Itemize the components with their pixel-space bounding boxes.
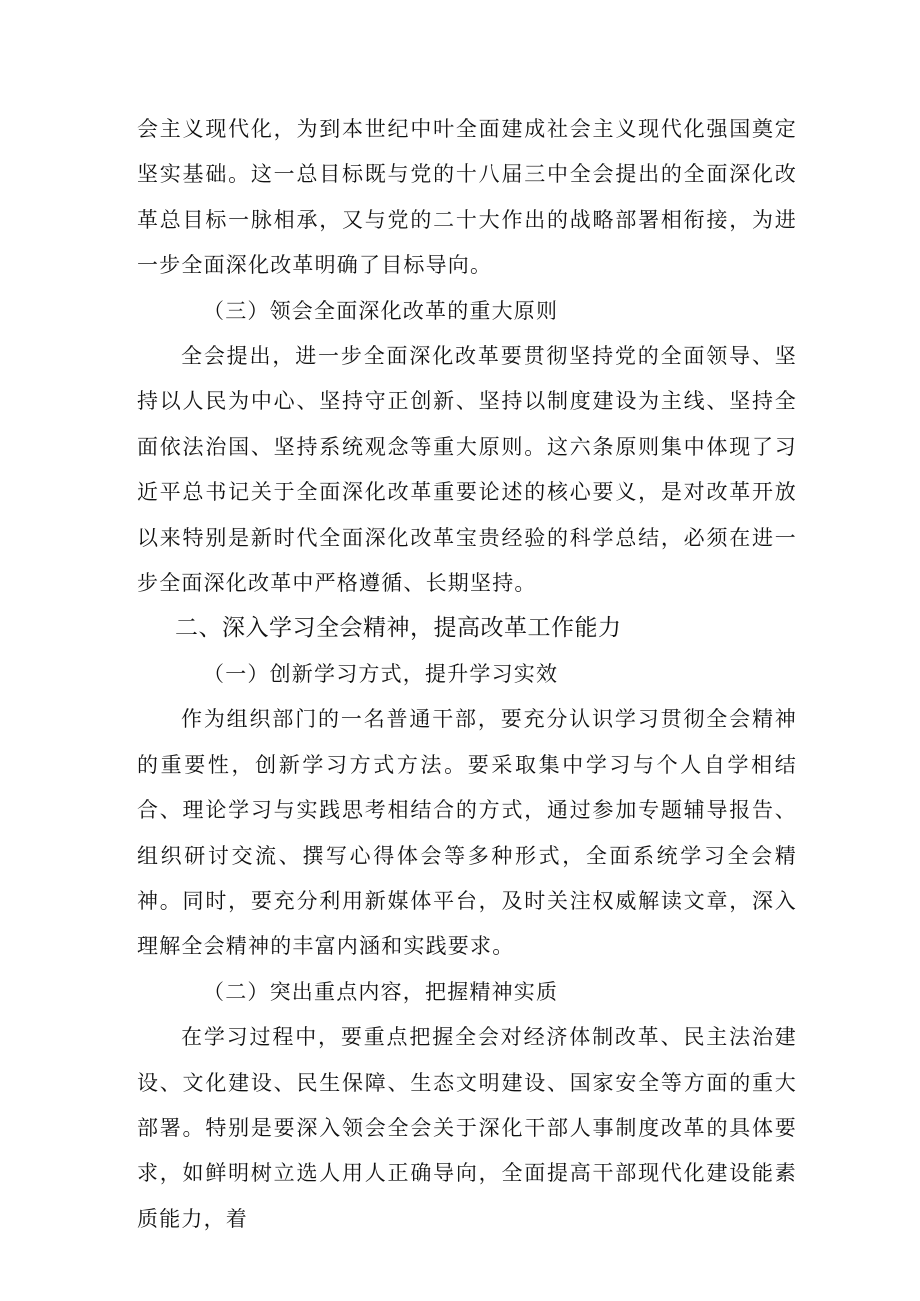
subheading-innovate-study: （一）创新学习方式，提升学习实效 xyxy=(203,661,559,686)
subheading-major-principles: （三）领会全面深化改革的重大原则 xyxy=(203,298,559,323)
paragraph-key-content: 在学习过程中，要重点把握全会对经济体制改革、民主法治建设、文化建设、民生保障、生态文明建设、国家安全等方面的重大部署。特别是要深入领会全会关于深化干部人事制度改革的具体要求，如鲜明树立选人用人正确导向，全面提高干部现代化建设能素质能力，着 xyxy=(137,1025,797,1231)
section-heading-study-spirit: 二、深入学习全会精神，提高改革工作能力 xyxy=(175,615,622,642)
paragraph-goal-continued: 会主义现代化，为到本世纪中叶全面建成社会主义现代化强国奠定坚实基础。这一总目标既与党的十八届三中全会提出的全面深化改革总目标一脉相承，又与党的二十大作出的战略部署相衔接，为进一步全面深化改革明确了目标导向。 xyxy=(137,117,797,278)
subheading-key-content: （二）突出重点内容，把握精神实质 xyxy=(203,979,559,1004)
document-body xyxy=(137,107,797,1242)
paragraph-study-methods: 作为组织部门的一名普通干部，要充分认识学习贯彻全会精神的重要性，创新学习方式方法。要采取集中学习与个人自学相结合、理论学习与实践思考相结合的方式，通过参加专题辅导报告、组织研讨交流、撰写心得体会等多种形式，全面系统学习全会精神。同时，要充分利用新媒体平台，及时关注权威解读文章，深入理解全会精神的丰富内涵和实践要求。 xyxy=(137,707,797,959)
paragraph-principles: 全会提出，进一步全面深化改革要贯彻坚持党的全面领导、坚持以人民为中心、坚持守正创新、坚持以制度建设为主线、坚持全面依法治国、坚持系统观念等重大原则。这六条原则集中体现了习近平总书记关于全面深化改革重要论述的核心要义，是对改革开放以来特别是新时代全面深化改革宝贵经验的科学总结，必须在进一步全面深化改革中严格遵循、长期坚持。 xyxy=(137,344,797,596)
